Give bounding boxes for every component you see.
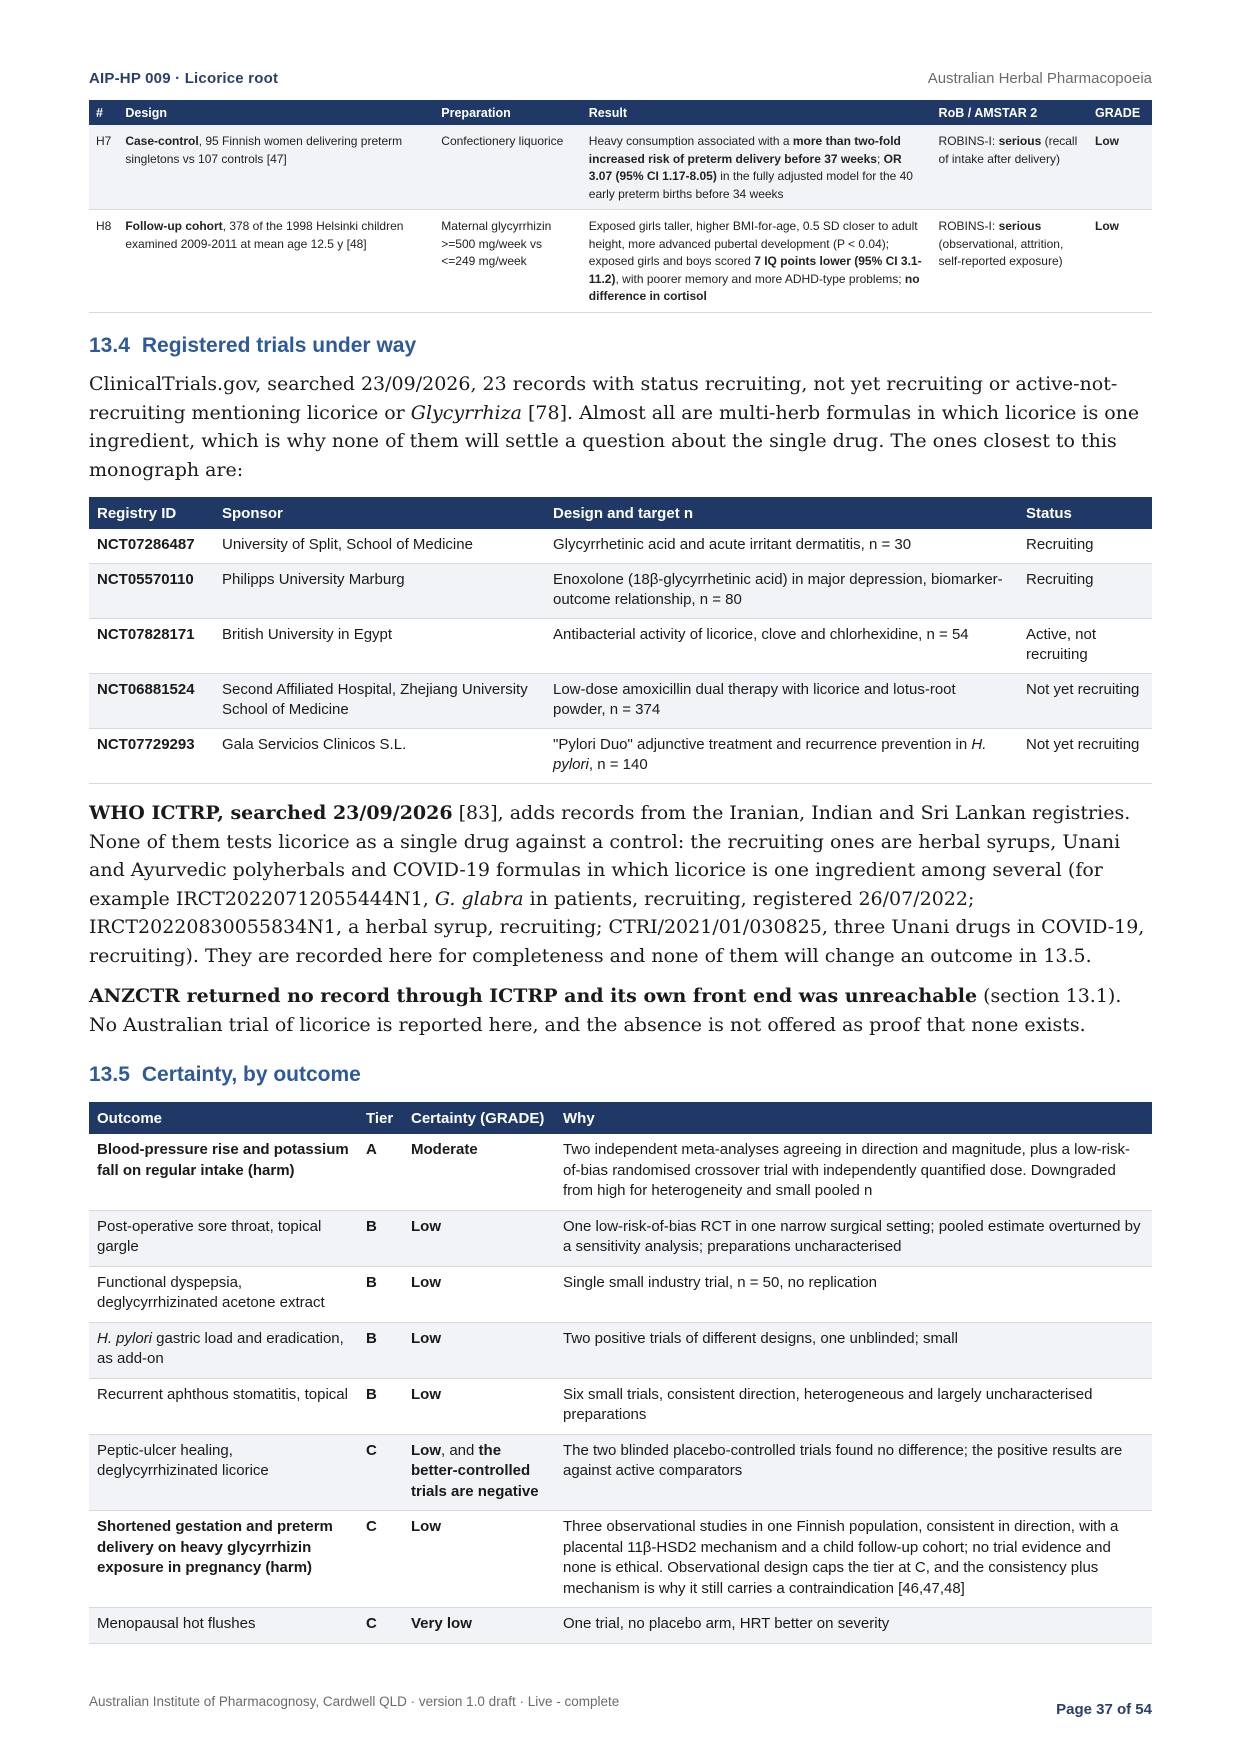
tier-cell: C	[358, 1608, 403, 1644]
text-run: (section 13.1). No Australian trial of licorice is reported here, and the absence is not offered as proof that none exists.	[89, 985, 1122, 1036]
preparation-cell: Confectionery liquorice	[434, 125, 582, 210]
table-row	[89, 1378, 1152, 1434]
table-row	[89, 125, 1152, 210]
design-type: Follow-up cohort	[125, 219, 223, 233]
why-cell: Three observational studies in one Finnish population, consistent in direction, with a placental 11β-HSD2 mechanism and a child follow-up cohort; no trial evidence and none is ethical. Observational design caps the tier at C, and the consistency plus mechanism is why it still carries a contraindication [46,47,48]	[555, 1511, 1152, 1608]
table-row	[89, 1511, 1152, 1608]
sponsor-cell: Philipps University Marburg	[214, 564, 545, 619]
text-run: H. pylori	[553, 736, 987, 773]
column-header: RoB / AMSTAR 2	[932, 100, 1088, 125]
why-cell: One trial, no placebo arm, HRT better on severity	[555, 1608, 1152, 1644]
certainty-cell	[403, 1322, 555, 1378]
text-run: Glycyrrhiza	[410, 401, 522, 424]
registry-id-cell: NCT07828171	[89, 619, 214, 674]
text-run: ClinicalTrials.gov, searched 23/09/2026, 23 records with status recruiting, not yet recruiting or active-not-recruiting mentioning licorice or	[89, 373, 1118, 424]
sponsor-cell: Gala Servicios Clinicos S.L.	[214, 729, 545, 784]
registry-id-cell: NCT07729293	[89, 729, 214, 784]
certainty-cell	[403, 1608, 555, 1644]
text-run: 7 IQ points lower (95% CI 3.1-11.2)	[588, 254, 922, 286]
risk-of-bias-cell	[932, 210, 1088, 313]
table-row	[89, 1134, 1152, 1210]
who-ictrp-paragraph	[89, 799, 1152, 970]
outcome-cell	[89, 1210, 358, 1266]
text-run: Moderate	[411, 1141, 478, 1158]
table-header-row	[89, 497, 1152, 529]
text-run: Recurrent aphthous stomatitis, topical	[97, 1385, 348, 1403]
section-heading-13-5	[89, 1063, 361, 1087]
table-header-row	[89, 100, 1152, 125]
table-row	[89, 619, 1152, 674]
text-run: [83], adds records from the Iranian, Indian and Sri Lankan registries. None of them tests licorice as a single drug against a control: the recruiting ones are herbal syrups, Unani and Ayurvedic polyherbals and COVID-19 formulas in which licorice is one ingredient among several (for example IRCT20220712055444N1,	[89, 802, 1131, 910]
text-run: Low	[411, 1217, 441, 1235]
text-run: Post-operative sore throat, topical gargle	[97, 1217, 322, 1255]
table-row	[89, 1266, 1152, 1322]
table-row	[89, 674, 1152, 729]
result-cell	[582, 125, 932, 210]
design-target-cell	[545, 619, 1018, 674]
registered-trials-intro	[89, 370, 1152, 484]
certainty-cell	[403, 1434, 555, 1511]
preparation-cell: Maternal glycyrrhizin >=500 mg/week vs <=249 mg/week	[434, 210, 582, 313]
text-run: Heavy consumption associated with a	[588, 134, 793, 148]
page-number: Page 37 of 54	[1056, 1701, 1152, 1718]
text-run: , and	[441, 1441, 479, 1459]
text-run: Low	[411, 1273, 441, 1291]
column-header: Certainty (GRADE)	[403, 1102, 555, 1134]
text-run: , with poorer memory and more ADHD-type problems;	[615, 271, 905, 286]
table-row	[89, 529, 1152, 564]
registry-id-cell: NCT07286487	[89, 529, 214, 564]
rob-tool: ROBINS-I:	[938, 219, 999, 233]
certainty-cell	[403, 1210, 555, 1266]
table-row	[89, 1210, 1152, 1266]
table-row	[89, 1434, 1152, 1511]
running-header	[89, 70, 1152, 92]
design-target-cell	[545, 529, 1018, 564]
design-target-cell	[545, 564, 1018, 619]
outcome-cell	[89, 1608, 358, 1644]
text-run: ANZCTR returned no record through ICTRP and its own front end was unreachable	[89, 985, 978, 1007]
publication-name: Australian Herbal Pharmacopoeia	[927, 70, 1152, 87]
status-cell: Recruiting	[1018, 564, 1152, 619]
outcome-cell	[89, 1511, 358, 1608]
certainty-cell	[403, 1266, 555, 1322]
design-type: Case-control	[125, 134, 199, 148]
table-row	[89, 1608, 1152, 1644]
text-run: WHO ICTRP, searched 23/09/2026	[89, 802, 453, 824]
text-run: Low	[411, 1385, 441, 1403]
section-number: 13.4	[89, 334, 130, 357]
column-header: Tier	[358, 1102, 403, 1134]
design-cell	[118, 210, 434, 313]
tier-cell: C	[358, 1434, 403, 1511]
certainty-cell	[403, 1378, 555, 1434]
row-id-cell: H7	[89, 125, 118, 210]
text-run: the better-controlled trials are negative	[411, 1441, 539, 1500]
tier-cell: C	[358, 1511, 403, 1608]
sponsor-cell: University of Split, School of Medicine	[214, 529, 545, 564]
text-run: in the fully adjusted model for the 40 early preterm births before 34 weeks	[588, 169, 913, 201]
column-header: Preparation	[434, 100, 582, 125]
tier-cell: B	[358, 1378, 403, 1434]
column-header: Design	[118, 100, 434, 125]
text-run: Menopausal hot flushes	[97, 1615, 256, 1632]
section-title: Registered trials under way	[141, 334, 417, 357]
sponsor-cell: Second Affiliated Hospital, Zhejiang University School of Medicine	[214, 674, 545, 729]
design-detail: , 378 of the 1998 Helsinki children examined 2009-2011 at mean age 12.5 y [48]	[125, 219, 404, 251]
text-run: Peptic-ulcer healing, deglycyrrhizinated licorice	[97, 1441, 269, 1479]
text-run: Low	[411, 1441, 441, 1459]
text-run: Blood-pressure rise and potassium fall on regular intake (harm)	[97, 1141, 349, 1179]
why-cell: Two independent meta-analyses agreeing in direction and magnitude, plus a low-risk-of-bias randomised crossover trial with independently quantified dose. Downgraded from high for heterogeneity and small pooled n	[555, 1134, 1152, 1210]
section-number: 13.5	[89, 1063, 130, 1086]
certainty-cell	[403, 1511, 555, 1608]
text-run: no difference in cortisol	[588, 271, 920, 303]
text-run: G. glabra	[434, 887, 524, 910]
row-id-cell: H8	[89, 210, 118, 313]
section-title: Certainty, by outcome	[141, 1063, 361, 1086]
rob-tool: ROBINS-I:	[938, 134, 999, 148]
column-header: Outcome	[89, 1102, 358, 1134]
text-run: Low	[411, 1518, 441, 1535]
tier-cell: A	[358, 1134, 403, 1210]
table-header-row	[89, 1102, 1152, 1134]
registry-id-cell: NCT05570110	[89, 564, 214, 619]
rob-reason: (observational, attrition, self-reported exposure)	[938, 236, 1064, 268]
table-row	[89, 210, 1152, 313]
registry-id-cell: NCT06881524	[89, 674, 214, 729]
rob-reason: (recall of intake after delivery)	[938, 134, 1078, 166]
text-run: OR 3.07 (95% CI 1.17-8.05)	[588, 151, 902, 183]
footer-institution: Australian Institute of Pharmacognosy, Cardwell QLD · version 1.0 draft · Live - complete	[89, 1694, 620, 1709]
why-cell: The two blinded placebo-controlled trials found no difference; the positive results are against active comparators	[555, 1434, 1152, 1511]
design-cell	[118, 125, 434, 210]
text-run: Enoxolone (18β-glycyrrhetinic acid) in major depression, biomarker-outcome relationship, n = 80	[553, 571, 1003, 608]
harm-evidence-table	[89, 100, 1152, 313]
section-heading-13-4	[89, 334, 416, 358]
outcome-cell	[89, 1378, 358, 1434]
monograph-id: AIP-HP 009 · Licorice root	[89, 70, 279, 87]
why-cell: One low-risk-of-bias RCT in one narrow surgical setting; pooled estimate overturned by a sensitivity analysis; preparations uncharacterised	[555, 1210, 1152, 1266]
certainty-cell	[403, 1134, 555, 1210]
column-header: #	[89, 100, 118, 125]
text-run: Low-dose amoxicillin dual therapy with licorice and lotus-root powder, n = 374	[553, 681, 956, 718]
text-run: Exposed girls taller, higher BMI-for-age, 0.5 SD closer to adult height, more advanced pubertal development (P < 0.04); exposed girls and boys scored	[588, 219, 918, 268]
text-run: [78]. Almost all are multi-herb formulas in which licorice is one ingredient, which is why none of them will settle a question about the single drug. The ones closest to this monograph are:	[89, 401, 1140, 481]
table-row	[89, 729, 1152, 784]
text-run: Very low	[411, 1615, 472, 1632]
outcome-cell	[89, 1266, 358, 1322]
design-target-cell	[545, 729, 1018, 784]
text-run: Functional dyspepsia, deglycyrrhizinated acetone extract	[97, 1273, 325, 1311]
text-run: ;	[876, 151, 884, 166]
text-run: more than two-fold increased risk of preterm delivery before 37 weeks	[588, 134, 901, 166]
tier-cell: B	[358, 1322, 403, 1378]
design-target-cell	[545, 674, 1018, 729]
grade-cell: Low	[1088, 125, 1152, 210]
certainty-by-outcome-table	[89, 1102, 1152, 1644]
outcome-cell	[89, 1434, 358, 1511]
sponsor-cell: British University in Egypt	[214, 619, 545, 674]
column-header: Sponsor	[214, 497, 545, 529]
why-cell: Two positive trials of different designs, one unblinded; small	[555, 1322, 1152, 1378]
tier-cell: B	[358, 1210, 403, 1266]
grade-cell: Low	[1088, 210, 1152, 313]
column-header: Result	[582, 100, 932, 125]
text-run: Glycyrrhetinic acid and acute irritant dermatitis, n = 30	[553, 536, 912, 553]
status-cell: Recruiting	[1018, 529, 1152, 564]
text-run: gastric load and eradication, as add-on	[97, 1329, 344, 1367]
column-header: GRADE	[1088, 100, 1152, 125]
tier-cell: B	[358, 1266, 403, 1322]
text-run: Shortened gestation and preterm delivery on heavy glycyrrhizin exposure in pregnancy (harm)	[97, 1518, 333, 1576]
table-row	[89, 564, 1152, 619]
why-cell: Single small industry trial, n = 50, no replication	[555, 1266, 1152, 1322]
column-header: Why	[555, 1102, 1152, 1134]
risk-of-bias-cell	[932, 125, 1088, 210]
text-run: , n = 140	[588, 756, 648, 773]
rob-rating: serious	[998, 134, 1042, 148]
result-cell	[582, 210, 932, 313]
anzctr-paragraph	[89, 982, 1152, 1039]
design-detail: , 95 Finnish women delivering preterm singletons vs 107 controls [47]	[125, 134, 403, 166]
column-header: Status	[1018, 497, 1152, 529]
outcome-cell	[89, 1134, 358, 1210]
table-row	[89, 1322, 1152, 1378]
why-cell: Six small trials, consistent direction, heterogeneous and largely uncharacterised preparations	[555, 1378, 1152, 1434]
text-run: in patients, recruiting, registered 26/07/2022; IRCT20220830055834N1, a herbal syrup, recruiting; CTRI/2021/01/030825, three Unani drugs in COVID-19, recruiting). They are recorded here for completeness and none of them will change an outcome in 13.5.	[89, 887, 1145, 967]
rob-rating: serious	[998, 219, 1042, 233]
text-run: H. pylori	[97, 1329, 153, 1347]
status-cell: Active, not recruiting	[1018, 619, 1152, 674]
column-header: Registry ID	[89, 497, 214, 529]
text-run: Low	[411, 1329, 441, 1347]
column-header: Design and target n	[545, 497, 1018, 529]
registered-trials-table	[89, 497, 1152, 784]
text-run: "Pylori Duo" adjunctive treatment and recurrence prevention in	[553, 736, 972, 753]
status-cell: Not yet recruiting	[1018, 674, 1152, 729]
status-cell: Not yet recruiting	[1018, 729, 1152, 784]
outcome-cell	[89, 1322, 358, 1378]
text-run: Antibacterial activity of licorice, clove and chlorhexidine, n = 54	[553, 626, 969, 643]
